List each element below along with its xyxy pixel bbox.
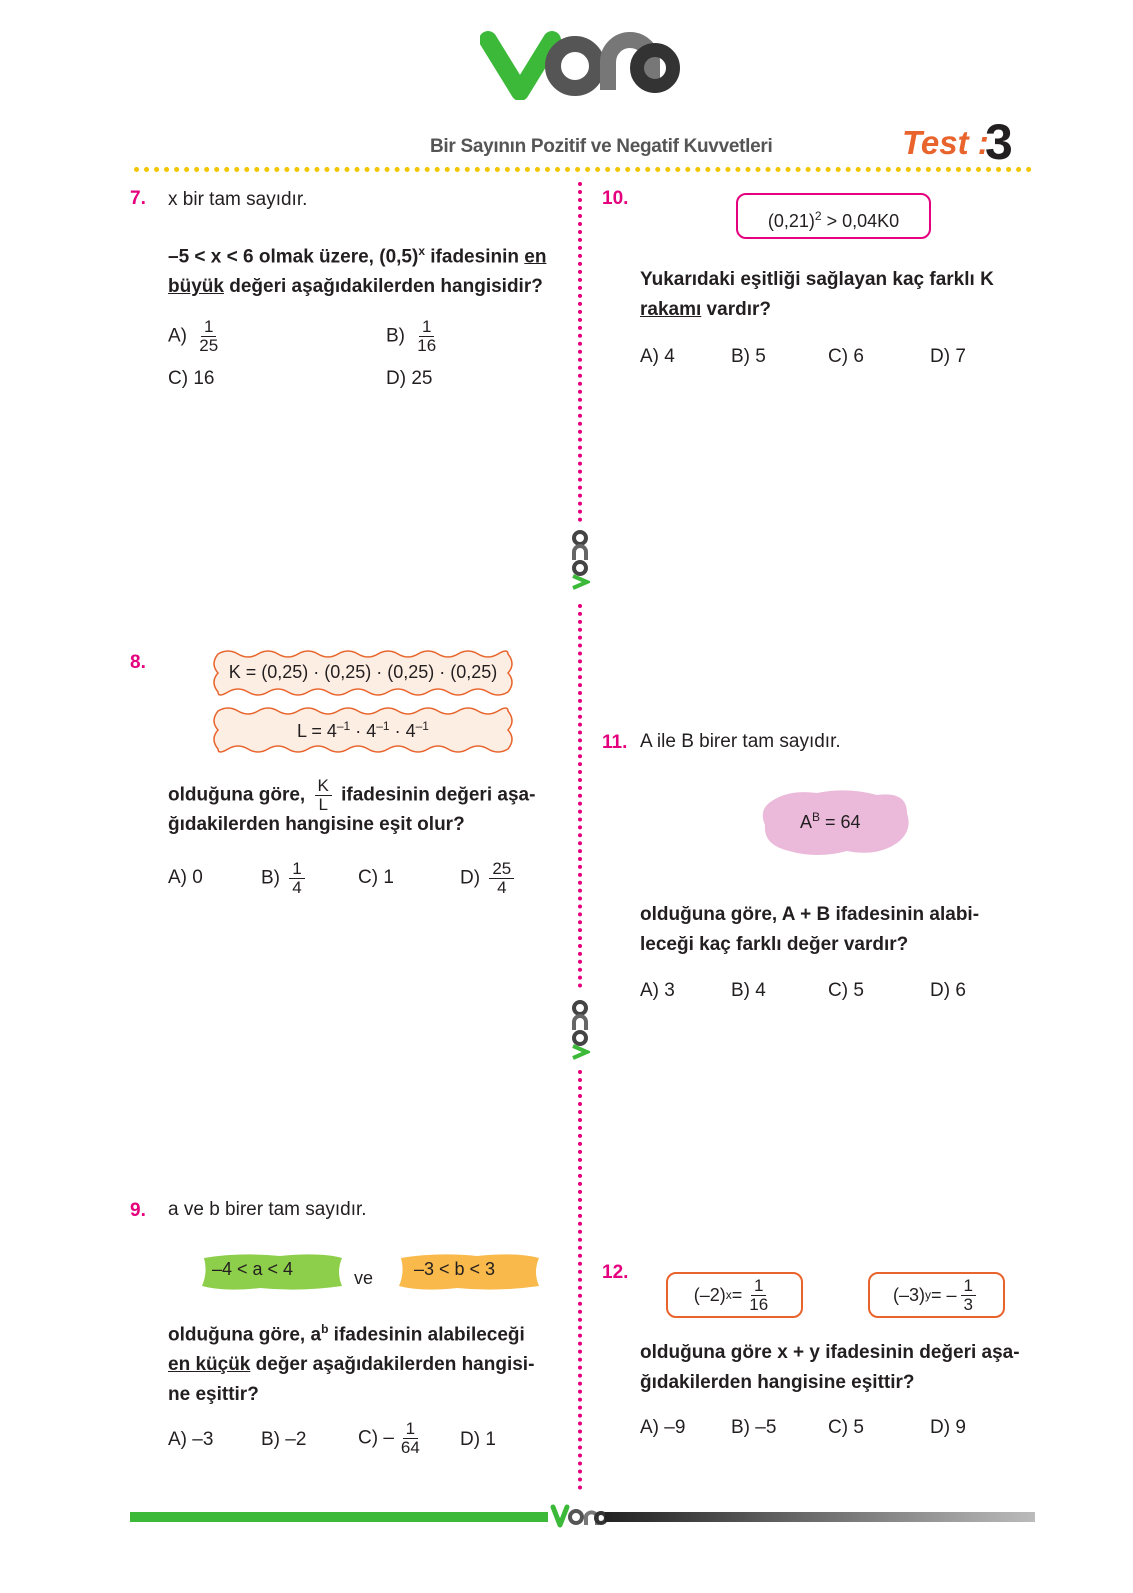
q10-option-c[interactable]: C) 6: [828, 346, 864, 367]
q12-box-y: (–3) y = – $\frac{1}{3}$: [868, 1272, 1005, 1318]
q9-b-range: –3 < b < 3: [414, 1259, 496, 1279]
q9-a-range: –4 < a < 4: [212, 1259, 294, 1279]
q10-option-b[interactable]: B) 5: [731, 346, 766, 367]
q8-stem-line2: ğıdakilerden hangisine eşit olur?: [168, 814, 465, 835]
question-number: 8.: [130, 652, 146, 673]
header-divider: [134, 167, 1032, 172]
q12-box-x: (–2) x = $\frac{1}{16}$: [666, 1272, 803, 1318]
q10-expression-box: $(0,21)^2 > 0,04K0$: [736, 193, 931, 239]
q9-option-d[interactable]: D) 1: [460, 1429, 496, 1450]
q9-intro: a ve b birer tam sayıdır.: [168, 1199, 367, 1220]
q10-option-a[interactable]: A) 4: [640, 346, 675, 367]
test-number: 3: [985, 114, 1013, 170]
vono-vertical-logo: [570, 530, 590, 590]
q11-option-a[interactable]: A) 3: [640, 980, 675, 1001]
question-number: 7.: [130, 188, 146, 209]
q8-option-b[interactable]: B) $\frac{1}{4}$: [261, 860, 309, 897]
footer-logo: [550, 1503, 608, 1529]
page-subtitle: Bir Sayının Pozitif ve Negatif Kuvvetleri: [430, 136, 773, 157]
q10-stem: Yukarıdaki eşitliği sağlayan kaç farklı K rakamı vardır?: [640, 269, 994, 320]
q7-intro: x bir tam sayıdır.: [168, 189, 308, 210]
q8-option-d[interactable]: D) $\frac{25}{4}$: [460, 860, 518, 897]
q12-option-d[interactable]: D) 9: [930, 1417, 966, 1438]
q10-option-d[interactable]: D) 7: [930, 346, 966, 367]
q8-option-a[interactable]: A) 0: [168, 867, 203, 888]
question-number: 11.: [602, 732, 628, 753]
q8-option-c[interactable]: C) 1: [358, 867, 394, 888]
question-number: 9.: [130, 1200, 146, 1221]
footer-bar-green: [130, 1512, 548, 1522]
q11-intro: A ile B birer tam sayıdır.: [640, 731, 841, 752]
footer-bar-gray: [605, 1512, 1035, 1522]
vono-logo: [480, 30, 680, 100]
question-number: 10.: [602, 188, 629, 209]
q11-stem: olduğuna göre, A + B ifadesinin alabi- leceği kaç farklı değer vardır?: [640, 904, 980, 955]
q9-option-b[interactable]: B) –2: [261, 1429, 307, 1450]
q8-stem-line1: olduğuna göre, $\frac{K}{L}$ ifadesinin değeri aşa-: [168, 776, 536, 814]
q8-k-expression: K = (0,25) · (0,25) · (0,25) · (0,25): [228, 662, 498, 682]
q8-l-expression: $L = 4^{-1} \cdot 4^{-1} \cdot 4^{-1}$: [297, 719, 429, 741]
q12-option-c[interactable]: C) 5: [828, 1417, 864, 1438]
column-divider: [578, 182, 582, 522]
question-number: 12.: [602, 1262, 629, 1283]
test-label: Test :: [902, 124, 989, 161]
q7-option-c[interactable]: C) 16: [168, 368, 215, 389]
q7-option-b[interactable]: B) $\frac{1}{16}$: [386, 317, 437, 355]
q9-option-c[interactable]: C) – $\frac{1}{64}$: [358, 1419, 420, 1457]
q11-option-d[interactable]: D) 6: [930, 980, 966, 1001]
q7-stem: –5 < x < 6 olmak üzere, $(0,5)^x$ ifadesinin en büyük değeri aşağıdakilerden hangisidir?: [168, 244, 547, 298]
column-divider: [578, 1070, 582, 1490]
q9-ve: ve: [354, 1268, 374, 1288]
q12-option-a[interactable]: A) –9: [640, 1417, 686, 1438]
q9-stem: olduğuna göre, $a^b$ ifadesinin alabileceği en küçük değer aşağıdakilerden hangisi- ne eşittir?: [168, 1322, 535, 1406]
q7-option-a[interactable]: A) $\frac{1}{25}$: [168, 317, 219, 355]
column-divider: [578, 604, 582, 988]
q11-option-c[interactable]: C) 5: [828, 980, 864, 1001]
q12-option-b[interactable]: B) –5: [731, 1417, 777, 1438]
q11-option-b[interactable]: B) 4: [731, 980, 766, 1001]
q12-stem: olduğuna göre x + y ifadesinin değeri aşa- ğıdakilerden hangisine eşittir?: [640, 1342, 1020, 1393]
vono-vertical-logo: [570, 1000, 590, 1060]
q9-option-a[interactable]: A) –3: [168, 1429, 214, 1450]
q7-option-d[interactable]: D) 25: [386, 368, 433, 389]
q11-expression: $A^B = 64$: [800, 810, 861, 832]
